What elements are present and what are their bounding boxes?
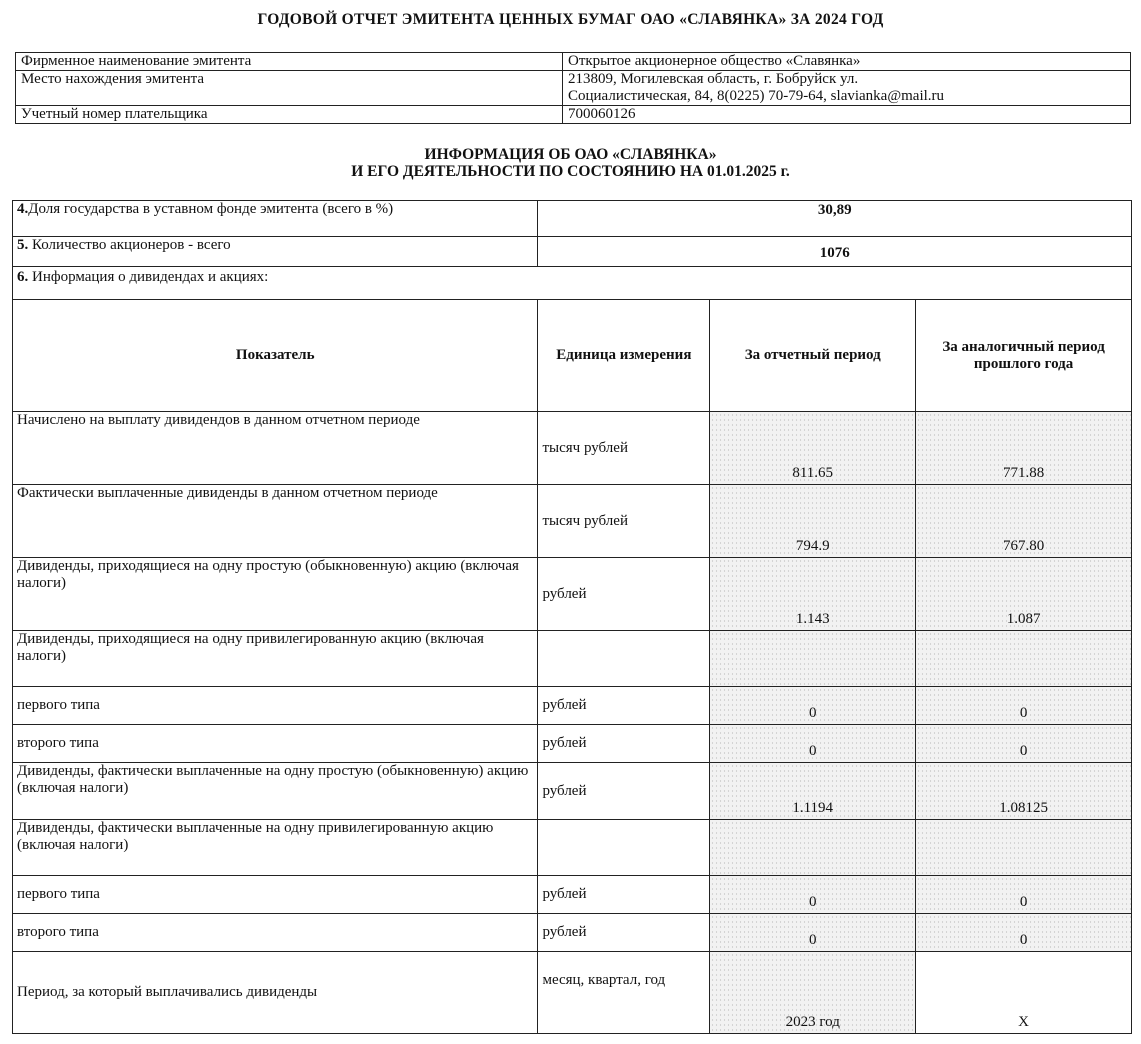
col-header-previous: За аналогичный период прошлого года: [916, 300, 1132, 412]
row-current: 0: [710, 914, 916, 952]
table-row: [13, 485, 1132, 558]
row-unit: рублей: [538, 687, 710, 725]
issuer-value: 700060126: [563, 106, 1131, 124]
row-unit: рублей: [538, 558, 710, 631]
row-previous: [916, 631, 1132, 687]
info-title-line-1: ИНФОРМАЦИЯ ОБ ОАО «СЛАВЯНКА»: [424, 146, 717, 163]
row-label: Дивиденды, фактически выплаченные на одну простую (обыкновенную) акцию (включая налоги): [13, 763, 538, 820]
table-row: [13, 725, 1132, 763]
row-label: Дивиденды, приходящиеся на одну привилегированную акцию (включая налоги): [13, 631, 538, 687]
table-row: [13, 687, 1132, 725]
report-title: ГОДОВОЙ ОТЧЕТ ЭМИТЕНТА ЦЕННЫХ БУМАГ ОАО «СЛАВЯНКА» ЗА 2024 ГОД: [257, 11, 884, 28]
row-previous: 0: [916, 687, 1132, 725]
row-unit: рублей: [538, 763, 710, 820]
item-4-label: [13, 201, 538, 237]
row-previous: 771.88: [916, 412, 1132, 485]
row-current: 0: [710, 687, 916, 725]
table-row: [13, 412, 1132, 485]
row-current: [710, 631, 916, 687]
row-current: 1.1194: [710, 763, 916, 820]
row-current: 0: [710, 876, 916, 914]
table-row: [13, 631, 1132, 687]
row-unit: тысяч рублей: [538, 412, 710, 485]
item-4-value: 30,89: [538, 201, 1132, 237]
table-row: [13, 876, 1132, 914]
row-unit: рублей: [538, 876, 710, 914]
item-5-number: 5.: [17, 237, 29, 253]
address-line-1: 213809, Могилевская область, г. Бобруйск ул.: [568, 71, 859, 87]
issuer-value: [563, 71, 1131, 106]
row-unit: [538, 820, 710, 876]
item-6-label: [13, 267, 1132, 300]
item-4-row: [13, 201, 1132, 237]
row-label: Дивиденды, фактически выплаченные на одну привилегированную акцию (включая налоги): [13, 820, 538, 876]
row-unit: [538, 631, 710, 687]
item-4-text: Доля государства в уставном фонде эмитента (всего в %): [28, 201, 394, 217]
row-label: Период, за который выплачивались дивиденды: [13, 952, 538, 1034]
row-current: 0: [710, 725, 916, 763]
row-label: Дивиденды, приходящиеся на одну простую (обыкновенную) акцию (включая налоги): [13, 558, 538, 631]
header-row: [13, 300, 1132, 412]
item-6-text: Информация о дивидендах и акциях:: [28, 269, 269, 285]
table-row: [13, 820, 1132, 876]
row-label: первого типа: [13, 687, 538, 725]
table-row: [13, 763, 1132, 820]
item-6-row: [13, 267, 1132, 300]
row-previous: X: [916, 952, 1132, 1034]
issuer-value: Открытое акционерное общество «Славянка»: [563, 53, 1131, 71]
item-5-label: [13, 237, 538, 267]
table-row: [13, 952, 1132, 1034]
row-previous: 1.087: [916, 558, 1132, 631]
row-previous: 0: [916, 914, 1132, 952]
item-4-number: 4.: [17, 201, 29, 217]
row-label: второго типа: [13, 914, 538, 952]
row-unit: рублей: [538, 914, 710, 952]
item-5-text: Количество акционеров - всего: [28, 237, 231, 253]
info-title-line-2: И ЕГО ДЕЯТЕЛЬНОСТИ ПО СОСТОЯНИЮ НА 01.01.2025 г.: [351, 163, 790, 180]
col-header-current: За отчетный период: [710, 300, 916, 412]
row-previous: 767.80: [916, 485, 1132, 558]
row-unit: тысяч рублей: [538, 485, 710, 558]
issuer-label: Учетный номер плательщика: [16, 106, 563, 124]
row-current: 811.65: [710, 412, 916, 485]
row-unit: рублей: [538, 725, 710, 763]
issuer-row: [16, 71, 1131, 106]
table-row: [13, 914, 1132, 952]
col-header-indicator: Показатель: [13, 300, 538, 412]
item-5-value: 1076: [538, 237, 1132, 267]
row-previous: 0: [916, 876, 1132, 914]
row-unit: месяц, квартал, год: [538, 952, 710, 1034]
issuer-label: Место нахождения эмитента: [16, 71, 563, 106]
row-label: второго типа: [13, 725, 538, 763]
row-current: 2023 год: [710, 952, 916, 1034]
col-header-unit: Единица измерения: [538, 300, 710, 412]
issuer-table: [15, 52, 1131, 124]
table-row: [13, 558, 1132, 631]
dividends-table: [12, 200, 1132, 1034]
row-previous: [916, 820, 1132, 876]
address-line-2: Социалистическая, 84, 8(0225) 70-79-64, slavianka@mail.ru: [568, 88, 945, 104]
issuer-row: [16, 106, 1131, 124]
row-previous: 1.08125: [916, 763, 1132, 820]
row-current: [710, 820, 916, 876]
issuer-row: [16, 53, 1131, 71]
row-label: Начислено на выплату дивидендов в данном отчетном периоде: [13, 412, 538, 485]
row-current: 794.9: [710, 485, 916, 558]
row-current: 1.143: [710, 558, 916, 631]
issuer-label: Фирменное наименование эмитента: [16, 53, 563, 71]
row-label: Фактически выплаченные дивиденды в данном отчетном периоде: [13, 485, 538, 558]
row-previous: 0: [916, 725, 1132, 763]
row-label: первого типа: [13, 876, 538, 914]
item-5-row: [13, 237, 1132, 267]
item-6-number: 6.: [17, 269, 29, 285]
